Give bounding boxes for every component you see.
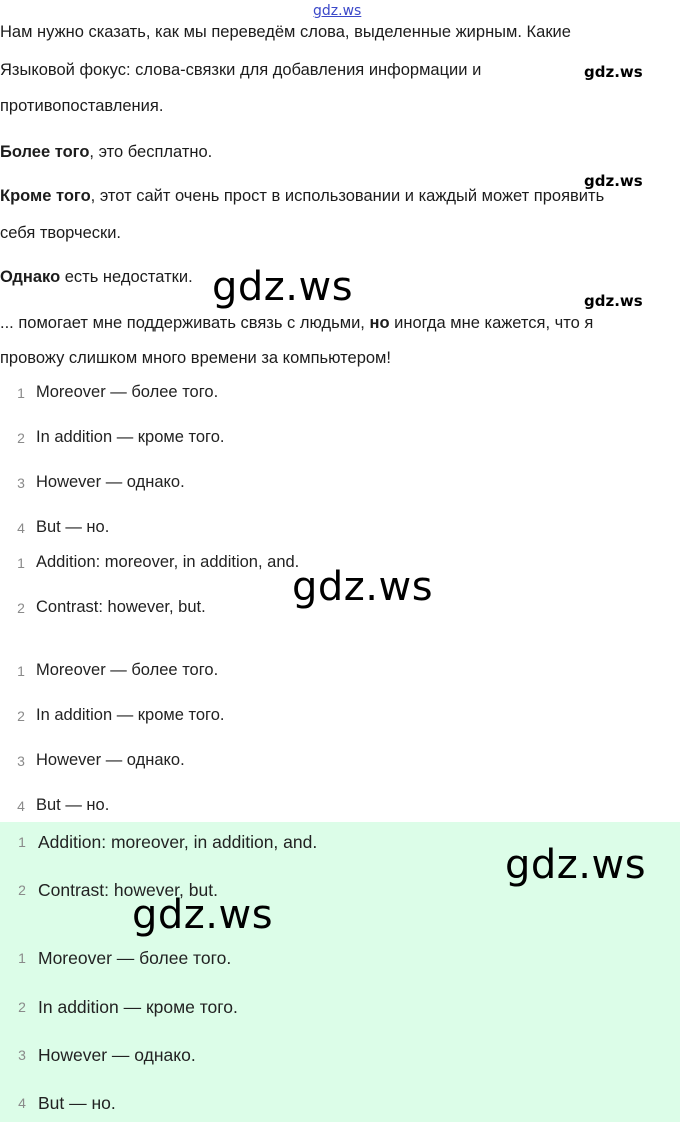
list-text: But — но.: [36, 518, 110, 536]
list-number: 2: [17, 430, 25, 446]
paragraph-but-cont: провожу слишком много времени за компьютером!: [0, 349, 391, 367]
list-text: However — однако.: [36, 473, 185, 491]
list-text: However — однако.: [36, 751, 185, 769]
list-text: Addition: moreover, in addition, and.: [38, 832, 318, 852]
list-number: 2: [18, 999, 26, 1015]
paragraph-text: , этот сайт очень прост в использовании и каждый может проявить: [90, 187, 605, 205]
bold-word: но: [369, 314, 390, 332]
list-number: 4: [17, 520, 25, 536]
paragraph-in-addition: [0, 186, 604, 206]
watermark: gdz.ws: [132, 892, 274, 938]
watermark: gdz.ws: [212, 264, 354, 310]
bold-word: Кроме того: [0, 187, 91, 205]
list-number: 1: [17, 663, 25, 679]
list-number: 4: [18, 1095, 26, 1111]
watermark: gdz.ws: [584, 63, 643, 81]
list-number: 3: [17, 753, 25, 769]
list-number: 3: [18, 1047, 26, 1063]
paragraph-but: [0, 313, 593, 333]
paragraph-text: иногда мне кажется, что я: [389, 314, 594, 332]
watermark-link-top[interactable]: gdz.ws: [313, 3, 362, 19]
list-number: 2: [17, 708, 25, 724]
paragraph-intro: Нам нужно сказать, как мы переведём слова, выделенные жирным. Какие: [0, 23, 571, 41]
paragraph-text: , это бесплатно.: [89, 143, 213, 161]
paragraph-text: ... помогает мне поддерживать связь с людьми,: [0, 314, 370, 332]
list-number: 2: [17, 600, 25, 616]
watermark: gdz.ws: [584, 172, 643, 190]
list-text: In addition — кроме того.: [36, 706, 225, 724]
watermark: gdz.ws: [584, 292, 643, 310]
list-number: 1: [18, 834, 26, 850]
list-text: Contrast: however, but.: [36, 598, 206, 616]
list-text: In addition — кроме того.: [36, 428, 225, 446]
list-number: 3: [17, 475, 25, 491]
list-text: In addition — кроме того.: [38, 997, 238, 1017]
paragraph-however: [0, 267, 193, 287]
list-text: However — однако.: [38, 1045, 196, 1065]
paragraph-language-focus-cont: противопоставления.: [0, 97, 164, 115]
bold-word: Более того: [0, 143, 90, 161]
watermark: gdz.ws: [292, 564, 434, 610]
list-number: 1: [17, 385, 25, 401]
list-text: But — но.: [38, 1093, 116, 1113]
list-text: Moreover — более того.: [36, 661, 219, 679]
list-text: Contrast: however, but.: [38, 880, 218, 900]
list-number: 1: [17, 555, 25, 571]
list-text: Moreover — более того.: [38, 948, 232, 968]
watermark: gdz.ws: [505, 842, 647, 888]
list-number: 2: [18, 882, 26, 898]
list-text: But — но.: [36, 796, 110, 814]
list-text: Addition: moreover, in addition, and.: [36, 553, 300, 571]
paragraph-moreover: [0, 142, 212, 162]
bold-word: Однако: [0, 268, 61, 286]
paragraph-language-focus: Языковой фокус: слова-связки для добавления информации и: [0, 61, 482, 79]
list-number: 4: [17, 798, 25, 814]
paragraph-text: есть недостатки.: [60, 268, 193, 286]
list-text: Moreover — более того.: [36, 383, 219, 401]
list-number: 1: [18, 950, 26, 966]
paragraph-in-addition-cont: себя творчески.: [0, 224, 122, 242]
